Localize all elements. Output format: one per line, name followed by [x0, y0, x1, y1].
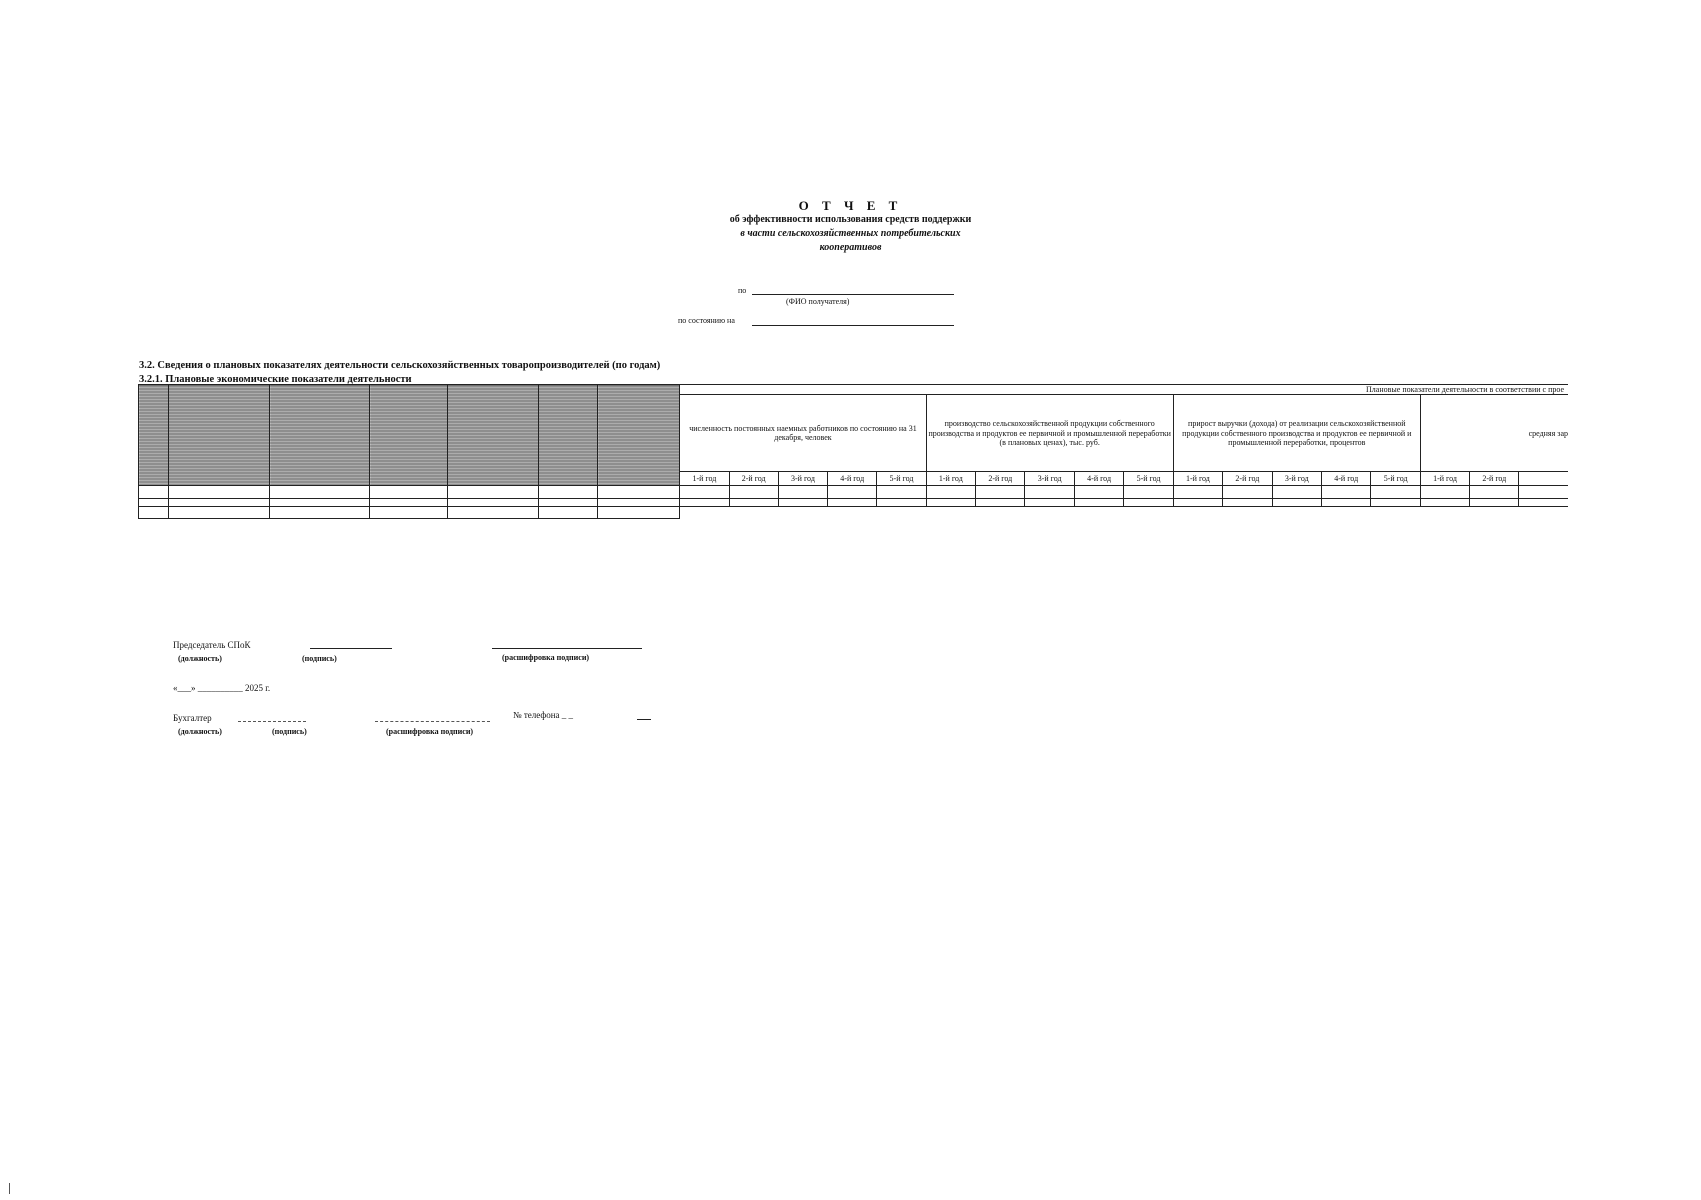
header-cell-shaded: [139, 385, 169, 486]
accountant-sign-line: [375, 721, 490, 722]
table-cell[interactable]: [1420, 486, 1469, 499]
report-subtitle-line1: об эффективности использования средств поддержки: [729, 214, 972, 225]
table-cell[interactable]: [168, 507, 269, 519]
table-cell[interactable]: [976, 499, 1025, 507]
table-cell[interactable]: [1074, 486, 1123, 499]
table-cell[interactable]: [1223, 499, 1272, 507]
accountant-decoding-hint: (расшифровка подписи): [386, 727, 474, 736]
table-cell[interactable]: [976, 486, 1025, 499]
table-cell[interactable]: [447, 507, 538, 519]
fio-hint: (ФИО получателя): [786, 297, 850, 306]
table-cell[interactable]: [168, 486, 269, 499]
header-cell-shaded: [598, 385, 680, 486]
header-cell-shaded: [447, 385, 538, 486]
accountant-signature-hint: (подпись): [272, 727, 307, 736]
table-tail: [680, 507, 1568, 519]
table-cell[interactable]: [1322, 486, 1371, 499]
plan-banner: Плановые показатели деятельности в соответствии с прое: [680, 385, 1568, 395]
table-cell[interactable]: [538, 507, 597, 519]
table-cell[interactable]: [270, 499, 370, 507]
accountant-position-hint: (должность): [178, 727, 222, 736]
scan-edge-mark: [9, 1183, 10, 1194]
table-cell[interactable]: [877, 499, 926, 507]
indicators-table: [138, 384, 1568, 519]
table-cell[interactable]: [598, 486, 680, 499]
table-cell[interactable]: [1420, 499, 1469, 507]
table-cell[interactable]: [1519, 486, 1568, 499]
chairman-signature-hint: (подпись): [302, 654, 337, 663]
table-cell[interactable]: [1124, 499, 1173, 507]
table-cell[interactable]: [1371, 486, 1420, 499]
table-cell[interactable]: [270, 507, 370, 519]
table-cell[interactable]: [370, 499, 447, 507]
table-cell[interactable]: [1470, 486, 1519, 499]
header-cell-shaded: [370, 385, 447, 486]
recipient-line: [752, 294, 954, 295]
section-heading: 3.2. Сведения о плановых показателях деятельности сельскохозяйственных товаропроизводителей (по годам): [139, 360, 661, 371]
table-cell[interactable]: [1272, 486, 1321, 499]
table-cell[interactable]: [1025, 499, 1074, 507]
table-cell[interactable]: [828, 486, 877, 499]
year-header: 4-й год: [1322, 472, 1371, 486]
date-label: по состоянию на: [678, 316, 735, 325]
table-cell[interactable]: [447, 499, 538, 507]
accountant-position-line: [238, 721, 306, 722]
chairman-position-hint: (должность): [178, 654, 222, 663]
table-cell[interactable]: [828, 499, 877, 507]
table-cell[interactable]: [538, 486, 597, 499]
table-cell[interactable]: [926, 499, 975, 507]
table-cell[interactable]: [1025, 486, 1074, 499]
year-header: 5-й год: [877, 472, 926, 486]
year-header: 2-й год: [976, 472, 1025, 486]
header-cell-shaded: [270, 385, 370, 486]
table-cell[interactable]: [447, 486, 538, 499]
group-header-production: производство сельскохозяйственной продукции собственного производства и продуктов ее первичной и промышленной переработки (в плановых ценах), тыс. руб.: [926, 395, 1173, 472]
indicators-table-wrapper: [138, 384, 1568, 524]
year-header: 1-й год: [1420, 472, 1469, 486]
date-line: [752, 325, 954, 326]
phone-line: [637, 719, 651, 720]
year-header: 3-й год: [778, 472, 827, 486]
table-cell[interactable]: [139, 499, 169, 507]
table-cell[interactable]: [1371, 499, 1420, 507]
chairman-sign-line: [310, 648, 392, 649]
year-header: 5-й год: [1371, 472, 1420, 486]
year-header: 2-й год: [729, 472, 778, 486]
table-cell[interactable]: [168, 499, 269, 507]
chairman-decoding-line: [492, 648, 642, 649]
table-cell[interactable]: [1173, 486, 1222, 499]
table-cell[interactable]: [270, 486, 370, 499]
table-cell[interactable]: [598, 499, 680, 507]
table-cell[interactable]: [1519, 499, 1568, 507]
report-subtitle-line2: в части сельскохозяйственных потребительских: [740, 228, 961, 239]
table-cell[interactable]: [1223, 486, 1272, 499]
table-cell[interactable]: [1272, 499, 1321, 507]
table-cell[interactable]: [1322, 499, 1371, 507]
year-header: 1-й год: [926, 472, 975, 486]
accountant-label: Бухгалтер: [173, 713, 212, 723]
table-cell[interactable]: [538, 499, 597, 507]
section-subheading: 3.2.1. Плановые экономические показатели деятельности: [139, 374, 412, 385]
year-header-empty: [1519, 472, 1568, 486]
table-cell[interactable]: [139, 507, 169, 519]
date-fill-line: «___» __________ 2025 г.: [173, 683, 271, 693]
group-header-staff: численность постоянных наемных работников по состоянию на 31 декабря, человек: [680, 395, 926, 472]
header-cell-shaded: [168, 385, 269, 486]
group-header-salary: средняя зар: [1420, 395, 1568, 472]
year-header: 5-й год: [1124, 472, 1173, 486]
table-cell[interactable]: [778, 499, 827, 507]
po-label: по: [738, 286, 747, 295]
header-cell-shaded: [538, 385, 597, 486]
table-cell[interactable]: [877, 486, 926, 499]
year-header: 1-й год: [680, 472, 729, 486]
table-cell[interactable]: [729, 499, 778, 507]
phone-label: № телефона _ _: [513, 710, 574, 720]
chairman-decoding-hint: (расшифровка подписи): [502, 653, 590, 662]
year-header: 2-й год: [1223, 472, 1272, 486]
table-cell[interactable]: [926, 486, 975, 499]
table-cell[interactable]: [370, 486, 447, 499]
table-row: [139, 486, 1569, 499]
year-header: 3-й год: [1025, 472, 1074, 486]
report-title: О Т Ч Е Т: [798, 198, 903, 213]
table-cell[interactable]: [1074, 499, 1123, 507]
table-row: [139, 507, 1569, 519]
table-cell[interactable]: [1470, 499, 1519, 507]
chairman-label: Председатель СПоК: [173, 640, 251, 650]
year-header: 2-й год: [1470, 472, 1519, 486]
table-cell[interactable]: [139, 486, 169, 499]
table-cell[interactable]: [598, 507, 680, 519]
table-cell[interactable]: [1173, 499, 1222, 507]
year-header: 4-й год: [1074, 472, 1123, 486]
year-header: 4-й год: [828, 472, 877, 486]
table-cell[interactable]: [370, 507, 447, 519]
table-cell[interactable]: [729, 486, 778, 499]
table-cell[interactable]: [778, 486, 827, 499]
table-cell[interactable]: [1124, 486, 1173, 499]
report-subtitle-line3: кооперативов: [819, 242, 882, 253]
table-row: [139, 499, 1569, 507]
table-cell[interactable]: [680, 486, 729, 499]
year-header: 1-й год: [1173, 472, 1222, 486]
table-cell[interactable]: [680, 499, 729, 507]
year-header: 3-й год: [1272, 472, 1321, 486]
group-header-revenue: прирост выручки (дохода) от реализации сельскохозяйственной продукции собственного производства и продуктов ее первичной и промышленной переработки, процентов: [1173, 395, 1420, 472]
